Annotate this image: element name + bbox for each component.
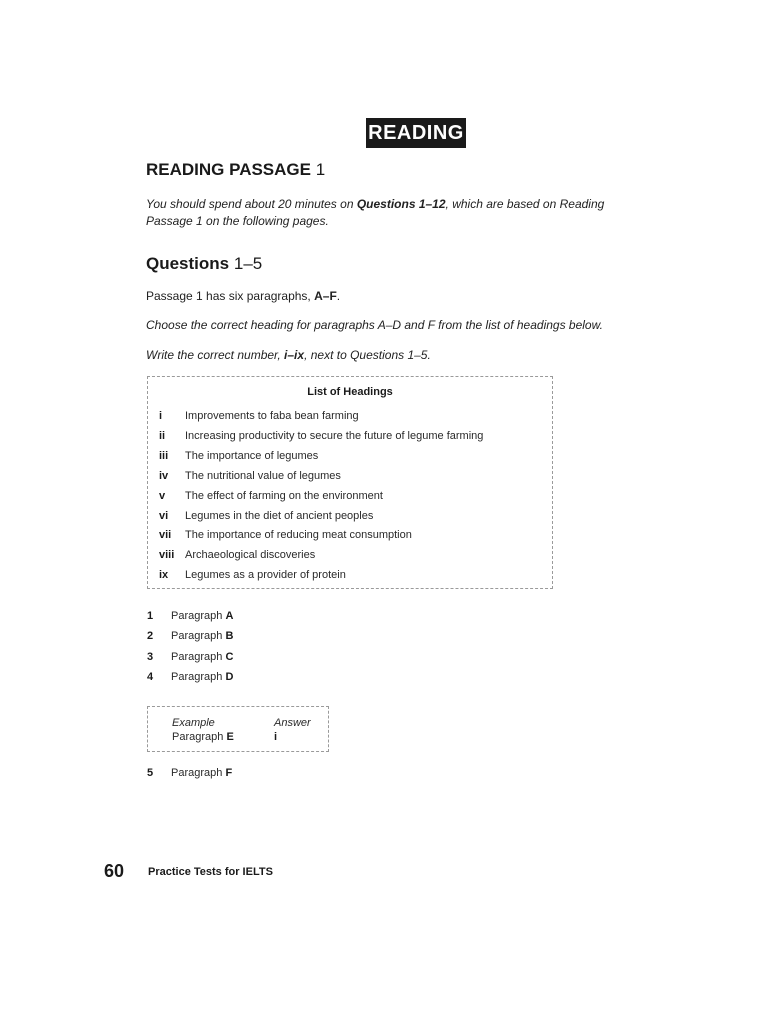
question-label — [171, 610, 233, 622]
question-label-text: Paragraph — [171, 767, 223, 779]
choose-instruction: Choose the correct heading for paragraphs A–D and F from the list of headings below. — [146, 318, 603, 332]
heading-text: The effect of farming on the environment — [185, 490, 383, 502]
write-instruction-suffix: , next to Questions 1–5. — [304, 348, 431, 362]
heading-numeral: ix — [159, 569, 169, 581]
heading-numeral: viii — [159, 549, 175, 561]
example-item-letter: E — [226, 731, 234, 743]
passage-info-prefix: Passage 1 has six paragraphs, — [146, 289, 315, 303]
intro-text-1: You should spend about 20 minutes on — [146, 197, 357, 211]
write-instruction-prefix: Write the correct number, — [146, 348, 285, 362]
passage-title — [146, 160, 325, 180]
question-letter: B — [225, 630, 234, 642]
page-number: 60 — [104, 861, 125, 881]
heading-numeral: iv — [159, 470, 169, 482]
intro-text-2: , which are based on Reading Passage 1 on the following pages. — [146, 197, 605, 228]
question-item — [147, 671, 233, 683]
questions-heading-range: 1–5 — [233, 254, 263, 273]
heading-numeral: vii — [159, 529, 172, 541]
heading-text: Improvements to faba bean farming — [185, 410, 359, 422]
question-item — [147, 767, 232, 779]
example-item-label: Paragraph — [172, 731, 224, 743]
example-item — [172, 731, 234, 743]
heading-text: The importance of reducing meat consumption — [185, 529, 412, 541]
list-of-headings-box — [147, 376, 553, 589]
heading-item — [159, 506, 373, 526]
intro-instructions — [146, 196, 646, 230]
passage-title-number: 1 — [315, 160, 326, 179]
heading-item — [159, 545, 315, 565]
heading-text: Legumes in the diet of ancient peoples — [185, 510, 374, 522]
question-number: 1 — [147, 610, 154, 622]
heading-numeral: ii — [159, 430, 166, 442]
heading-item — [159, 466, 341, 486]
questions-heading-label: Questions — [146, 254, 230, 273]
question-label — [171, 767, 232, 779]
question-label — [171, 671, 233, 683]
list-of-headings-title: List of Headings — [307, 386, 393, 398]
heading-text: The importance of legumes — [185, 450, 319, 462]
passage-info-suffix: . — [336, 289, 341, 303]
intro-questions-range: Questions 1–12 — [356, 197, 446, 211]
question-label-text: Paragraph — [171, 630, 223, 642]
book-title: Practice Tests for IELTS — [148, 866, 273, 878]
example-label: Example — [172, 717, 215, 729]
heading-item — [159, 426, 483, 446]
heading-numeral: i — [159, 410, 163, 422]
heading-text: Increasing productivity to secure the future of legume farming — [185, 430, 484, 442]
heading-item — [159, 406, 359, 426]
question-item — [147, 651, 233, 663]
question-label-text: Paragraph — [171, 671, 223, 683]
heading-item — [159, 525, 412, 545]
question-number: 2 — [147, 630, 154, 642]
question-letter: C — [225, 651, 234, 663]
heading-numeral: vi — [159, 510, 169, 522]
heading-item — [159, 486, 383, 506]
write-instruction — [146, 348, 431, 362]
heading-item — [159, 565, 346, 585]
heading-numeral: iii — [159, 450, 169, 462]
question-number: 5 — [147, 767, 154, 779]
passage-title-label: READING PASSAGE — [146, 160, 311, 179]
answer-label: Answer — [274, 717, 311, 729]
write-instruction-range: i–ix — [284, 348, 305, 362]
question-letter: D — [225, 671, 234, 683]
question-number: 3 — [147, 651, 154, 663]
question-label-text: Paragraph — [171, 610, 223, 622]
question-label — [171, 630, 233, 642]
section-badge: READING — [366, 118, 466, 148]
heading-text: Archaeological discoveries — [185, 549, 316, 561]
example-answer: i — [274, 731, 278, 743]
question-label — [171, 651, 233, 663]
question-letter: A — [225, 610, 234, 622]
example-box — [147, 706, 329, 752]
question-number: 4 — [147, 671, 154, 683]
passage-info — [146, 289, 340, 303]
heading-text: Legumes as a provider of protein — [185, 569, 346, 581]
question-item — [147, 610, 233, 622]
question-letter: F — [225, 767, 233, 779]
heading-text: The nutritional value of legumes — [185, 470, 341, 482]
question-item — [147, 630, 233, 642]
passage-info-range: A–F — [314, 289, 337, 303]
heading-item — [159, 446, 318, 466]
questions-heading — [146, 254, 262, 274]
heading-numeral: v — [159, 490, 166, 502]
question-label-text: Paragraph — [171, 651, 223, 663]
